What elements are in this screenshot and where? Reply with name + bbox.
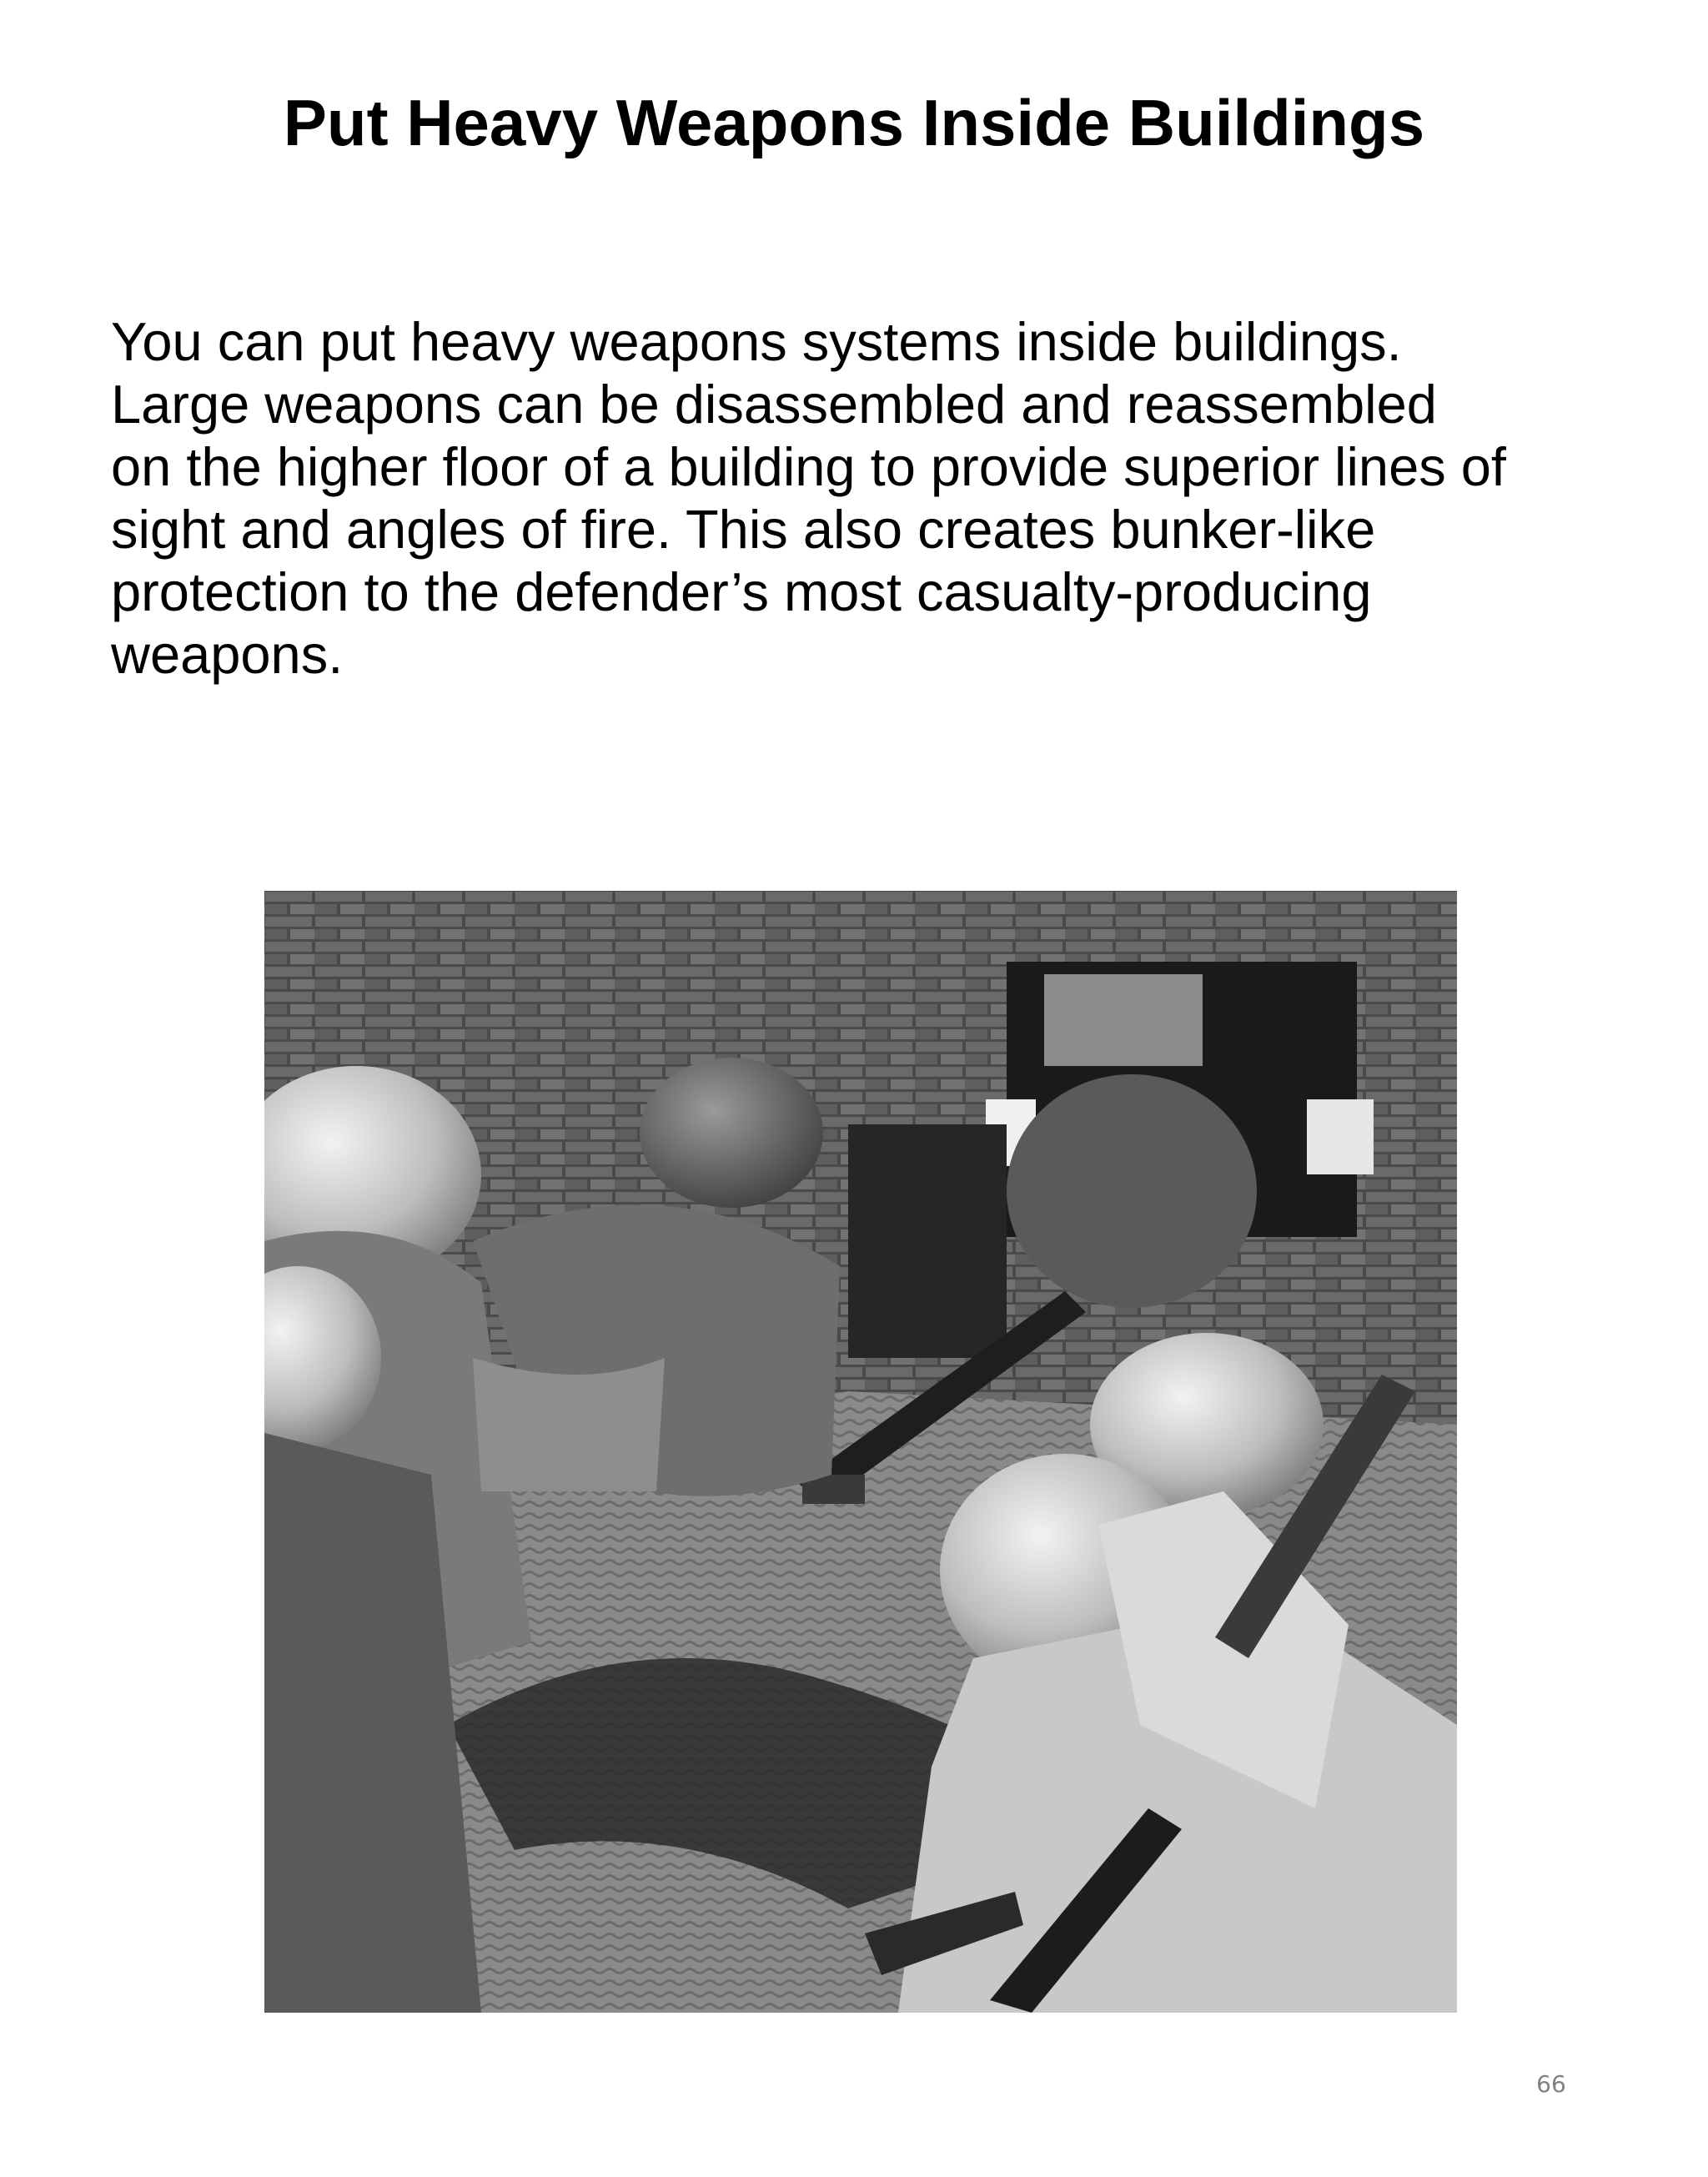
body-line: sight and angles of fire. This also creates bunker-like — [111, 499, 1376, 560]
page-number: 66 — [1536, 2070, 1566, 2098]
body-line: weapons. — [111, 624, 344, 685]
soldiers-photo — [264, 891, 1457, 2013]
body-line: on the higher floor of a building to provide superior lines of — [111, 436, 1506, 497]
page-title: Put Heavy Weapons Inside Buildings — [283, 86, 1425, 159]
body-line: You can put heavy weapons systems inside buildings. — [111, 311, 1402, 372]
body-line: protection to the defender’s most casualty-producing — [111, 561, 1372, 622]
body-paragraph — [111, 310, 1670, 686]
body-line: Large weapons can be disassembled and reassembled — [111, 374, 1437, 435]
